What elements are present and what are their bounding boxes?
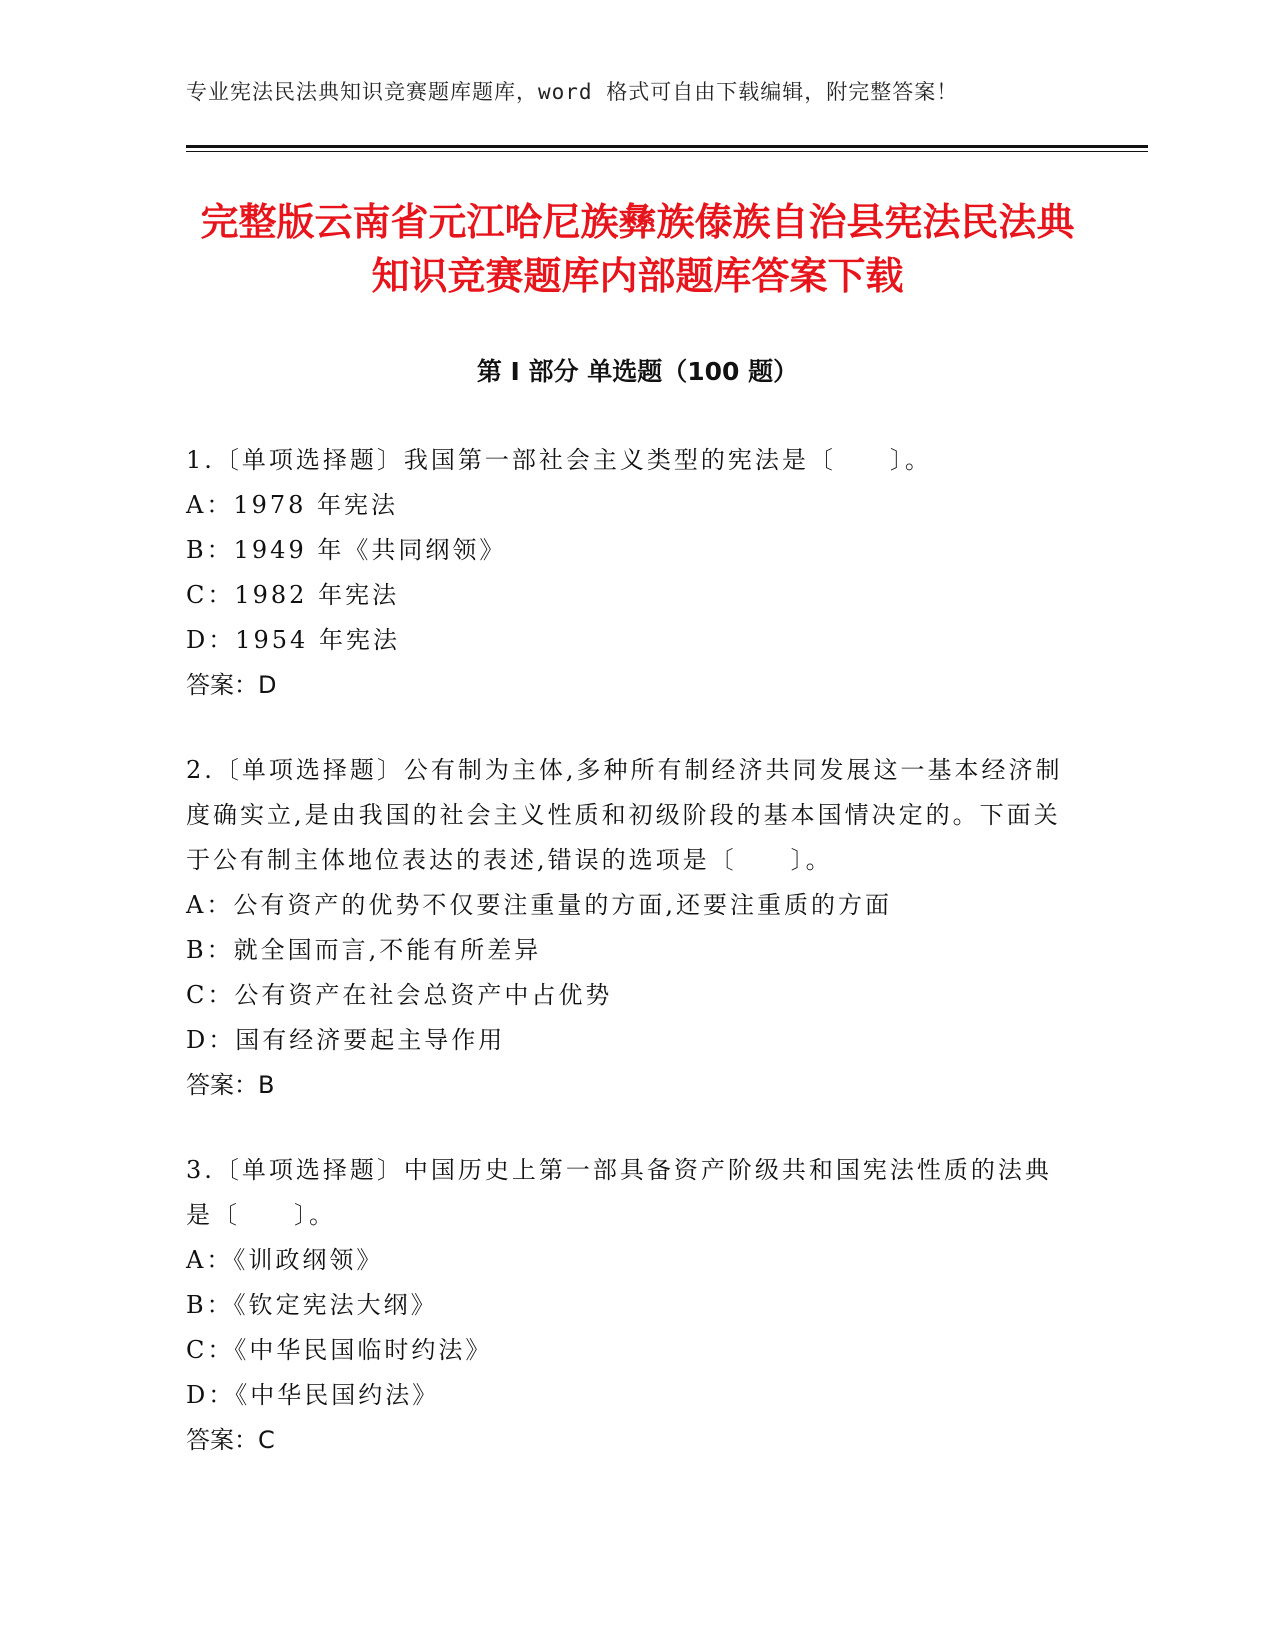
document-title: 完整版云南省元江哈尼族彝族傣族自治县宪法民法典知识竞赛题库内部题库答案下载 — [200, 200, 1075, 298]
option-b: B：《钦定宪法大纲》 — [186, 1291, 438, 1319]
answer-line: 答案：C — [186, 1426, 275, 1454]
question-stem: 1.〔单项选择题〕我国第一部社会主义类型的宪法是〔 〕。 — [186, 446, 932, 474]
question-stem: 2.〔单项选择题〕公有制为主体,多种所有制经济共同发展这一基本经济制度确实立,是由我国的社会主义性质和初级阶段的基本国情决定的。下面关于公有制主体地位表达的表述,错误的选项是〔 〕。 — [186, 756, 1063, 874]
question-1 — [186, 438, 1076, 708]
question-3 — [186, 1148, 1076, 1463]
header-rule-thin — [186, 151, 1148, 152]
option-d: D：《中华民国约法》 — [186, 1381, 440, 1409]
option-c: C：公有资产在社会总资产中占优势 — [186, 981, 613, 1009]
option-d: D：1954 年宪法 — [186, 626, 400, 654]
answer-line: 答案：B — [186, 1071, 275, 1099]
option-b: B：就全国而言,不能有所差异 — [186, 936, 542, 964]
option-b: B：1949 年《共同纲领》 — [186, 536, 507, 564]
option-c: C：1982 年宪法 — [186, 581, 400, 609]
option-a: A：公有资产的优势不仅要注重量的方面,还要注重质的方面 — [186, 891, 892, 919]
section-title: 第 I 部分 单选题（100 题） — [476, 357, 799, 386]
header-rule-thick — [186, 145, 1148, 148]
option-a: A：《训政纲领》 — [186, 1246, 384, 1274]
option-d: D：国有经济要起主导作用 — [186, 1026, 506, 1054]
question-list — [186, 438, 1076, 1503]
question-stem: 3.〔单项选择题〕中国历史上第一部具备资产阶级共和国宪法性质的法典是〔 〕。 — [186, 1156, 1052, 1229]
header-note: 专业宪法民法典知识竞赛题库题库，word 格式可自由下载编辑，附完整答案！ — [186, 80, 959, 104]
answer-line: 答案：D — [186, 671, 277, 699]
question-2 — [186, 748, 1076, 1108]
option-c: C：《中华民国临时约法》 — [186, 1336, 493, 1364]
option-a: A：1978 年宪法 — [186, 491, 399, 519]
